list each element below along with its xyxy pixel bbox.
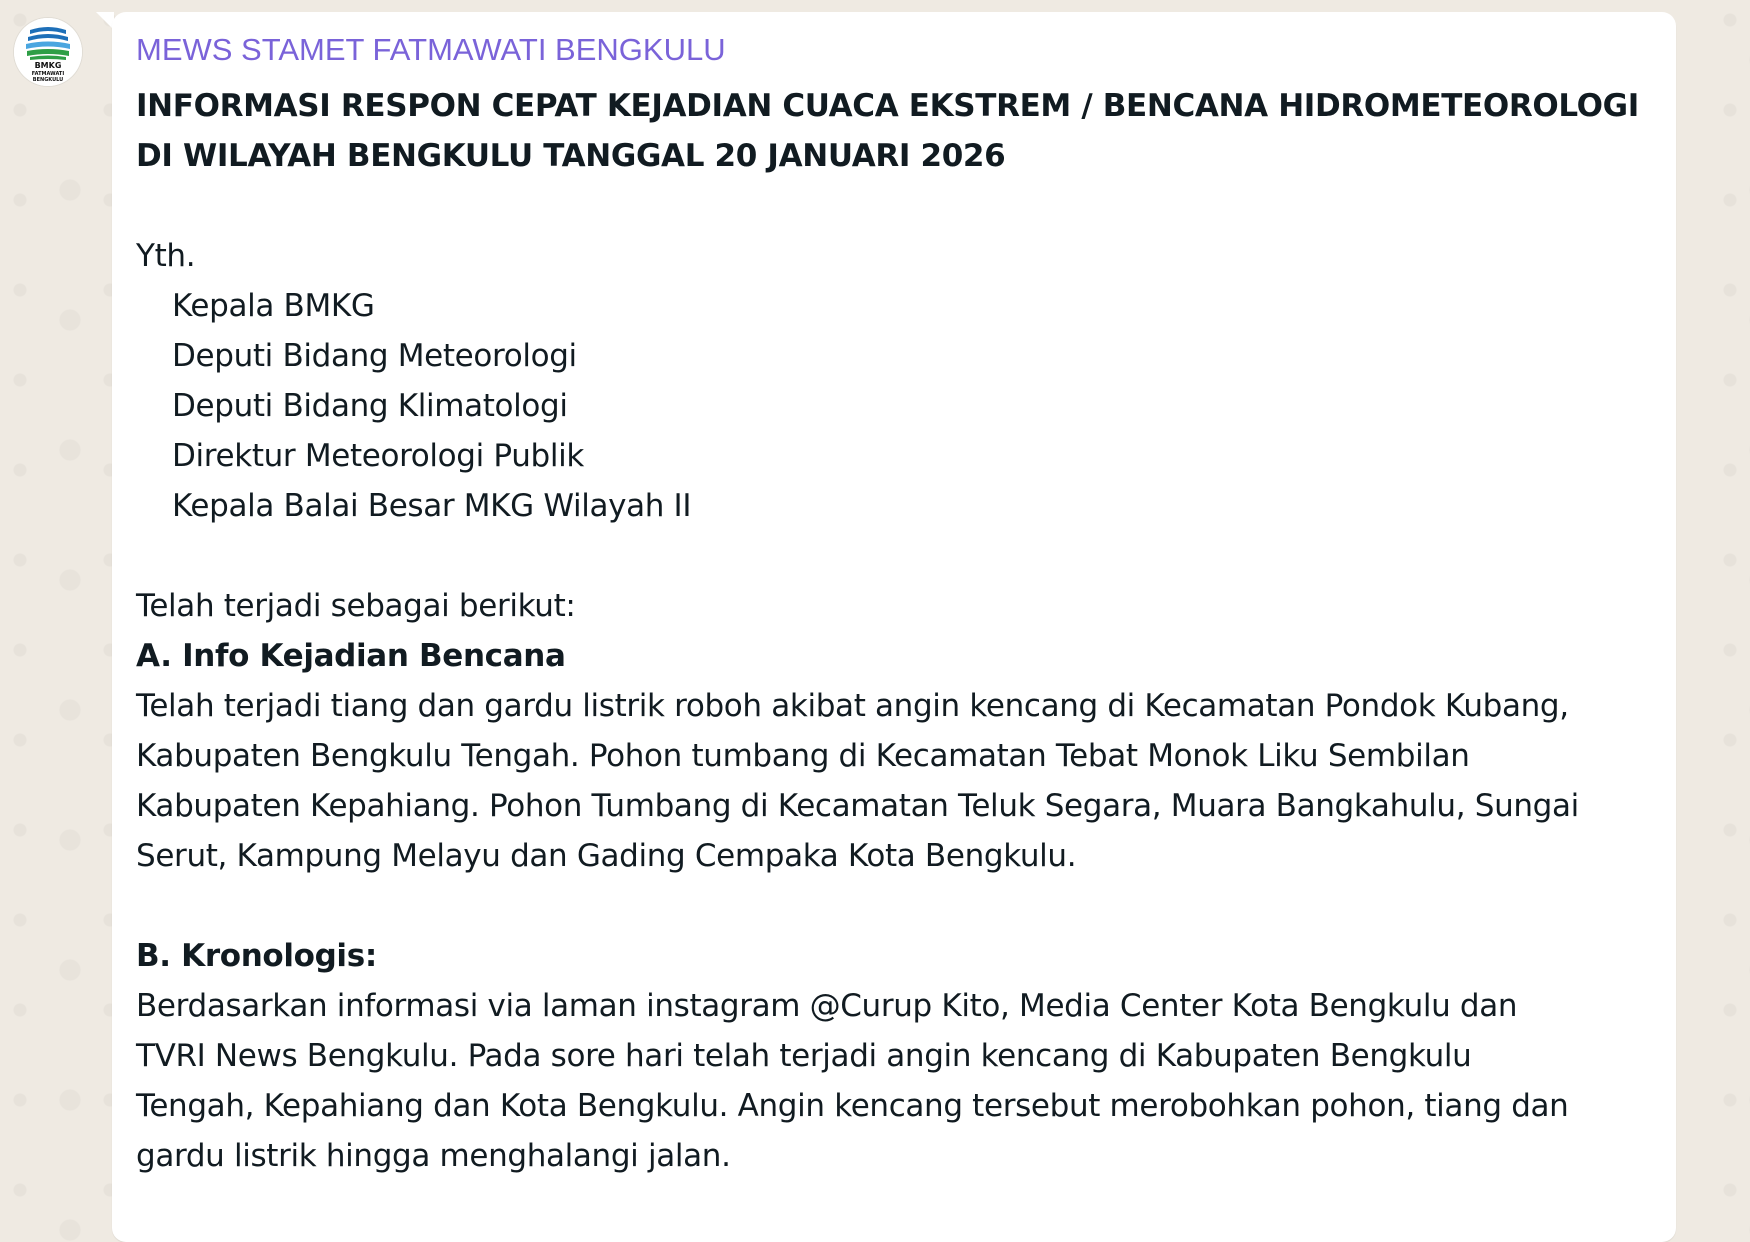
section-a-line: Serut, Kampung Melayu dan Gading Cempaka Kota Bengkulu.: [136, 838, 1077, 874]
recipient-item: Deputi Bidang Meteorologi: [172, 338, 577, 374]
recipient-item: Kepala Balai Besar MKG Wilayah II: [172, 488, 692, 524]
recipient-item: Deputi Bidang Klimatologi: [172, 388, 568, 424]
section-a-heading: A. Info Kejadian Bencana: [136, 638, 566, 674]
section-a-line: Telah terjadi tiang dan gardu listrik roboh akibat angin kencang di Kecamatan Pondok Kubang,: [136, 688, 1569, 724]
title-line-1: INFORMASI RESPON CEPAT KEJADIAN CUACA EKSTREM / BENCANA HIDROMETEOROLOGI: [136, 88, 1639, 124]
logo-sub2-text: BENGKULU: [32, 77, 64, 83]
spacer: [136, 881, 1656, 931]
title-line-2: DI WILAYAH BENGKULU TANGGAL 20 JANUARI 2026: [136, 138, 1006, 174]
salutation: Yth.: [136, 238, 196, 274]
bmkg-logo-icon: [14, 18, 82, 86]
message-body: [136, 81, 1656, 1181]
section-a-line: Kabupaten Bengkulu Tengah. Pohon tumbang di Kecamatan Tebat Monok Liku Sembilan: [136, 738, 1470, 774]
section-a-line: Kabupaten Kepahiang. Pohon Tumbang di Kecamatan Teluk Segara, Muara Bangkahulu, Sungai: [136, 788, 1579, 824]
spacer: [136, 181, 1656, 231]
section-b-line: Berdasarkan informasi via laman instagram @Curup Kito, Media Center Kota Bengkulu dan: [136, 988, 1518, 1024]
section-b-line: Tengah, Kepahiang dan Kota Bengkulu. Angin kencang tersebut merobohkan pohon, tiang dan: [136, 1088, 1569, 1124]
sender-avatar[interactable]: [14, 18, 82, 86]
logo-title-text: BMKG: [34, 61, 62, 70]
recipient-item: Direktur Meteorologi Publik: [172, 438, 584, 474]
section-b-heading: B. Kronologis:: [136, 938, 377, 974]
sender-name[interactable]: MEWS STAMET FATMAWATI BENGKULU: [136, 32, 726, 67]
spacer: [136, 531, 1656, 581]
recipient-item: Kepala BMKG: [172, 288, 375, 324]
intro-text: Telah terjadi sebagai berikut:: [136, 588, 576, 624]
section-b-line: TVRI News Bengkulu. Pada sore hari telah terjadi angin kencang di Kabupaten Bengkulu: [136, 1038, 1472, 1074]
logo-sub-text: FATMAWATI: [31, 71, 65, 77]
message-bubble[interactable]: [112, 12, 1676, 1242]
section-b-line: gardu listrik hingga menghalangi jalan.: [136, 1138, 731, 1174]
